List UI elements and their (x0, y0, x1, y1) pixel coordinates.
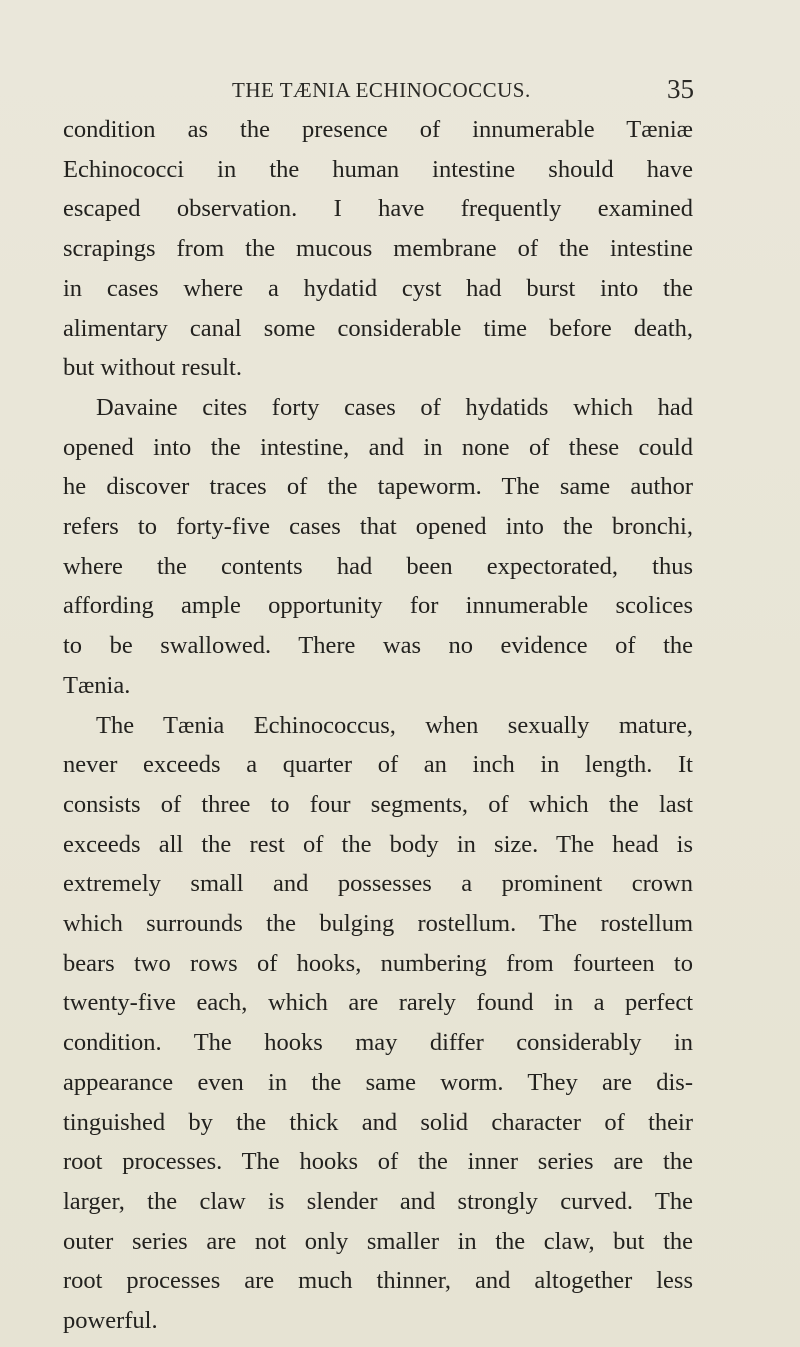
text-line: bears two rows of hooks, numbering from fourteen to (63, 949, 693, 977)
text-line: consists of three to four segments, of which the last (63, 790, 693, 818)
text-line: The Tænia Echinococcus, when sexually mature, (96, 711, 693, 739)
text-line: condition as the presence of innumerable Tæniæ (63, 116, 693, 143)
text-line: in cases where a hydatid cyst had burst into the (63, 274, 693, 302)
text-line: extremely small and possesses a prominent crown (63, 870, 693, 898)
text-line: escaped observation. I have frequently examined (63, 195, 693, 223)
text-line: scrapings from the mucous membrane of the intestine (63, 235, 693, 263)
text-line: root processes are much thinner, and altogether less (63, 1267, 693, 1295)
text-line: root processes. The hooks of the inner series are the (63, 1148, 693, 1176)
text-line: twenty-five each, which are rarely found in a perfect (63, 989, 693, 1017)
paragraph-1 (63, 110, 693, 388)
text-line: condition. The hooks may differ considerably in (63, 1029, 693, 1057)
text-line: exceeds all the rest of the body in size. The head is (63, 830, 693, 858)
page-number: 35 (667, 74, 694, 104)
body-text (63, 110, 693, 1341)
text-line: where the contents had been expectorated, thus (63, 552, 693, 580)
text-line: affording ample opportunity for innumerable scolices (63, 592, 693, 620)
text-line: appearance even in the same worm. They are dis- (63, 1068, 693, 1096)
text-line: larger, the claw is slender and strongly curved. The (63, 1187, 693, 1215)
paragraph-3 (63, 706, 693, 1341)
text-line: tinguished by the thick and solid character of their (63, 1108, 693, 1136)
text-line: but without result. (63, 354, 242, 382)
text-line: Echinococci in the human intestine should have (63, 155, 693, 183)
running-head: THE TÆNIA ECHINOCOCCUS. (232, 78, 531, 102)
text-line: outer series are not only smaller in the claw, but the (63, 1227, 693, 1255)
text-line: opened into the intestine, and in none of these could (63, 433, 693, 461)
text-line: Tænia. (63, 671, 131, 699)
text-line: he discover traces of the tapeworm. The same author (63, 473, 693, 501)
text-line: refers to forty-five cases that opened into the bronchi, (63, 513, 693, 541)
text-line: Davaine cites forty cases of hydatids which had (96, 393, 693, 421)
text-line: to be swallowed. There was no evidence of the (63, 632, 693, 660)
text-line: alimentary canal some considerable time before death, (63, 314, 693, 342)
paragraph-2 (63, 388, 693, 706)
text-line: powerful. (63, 1307, 158, 1335)
text-line: never exceeds a quarter of an inch in length. It (63, 751, 693, 779)
text-line: which surrounds the bulging rostellum. The rostellum (63, 910, 693, 938)
